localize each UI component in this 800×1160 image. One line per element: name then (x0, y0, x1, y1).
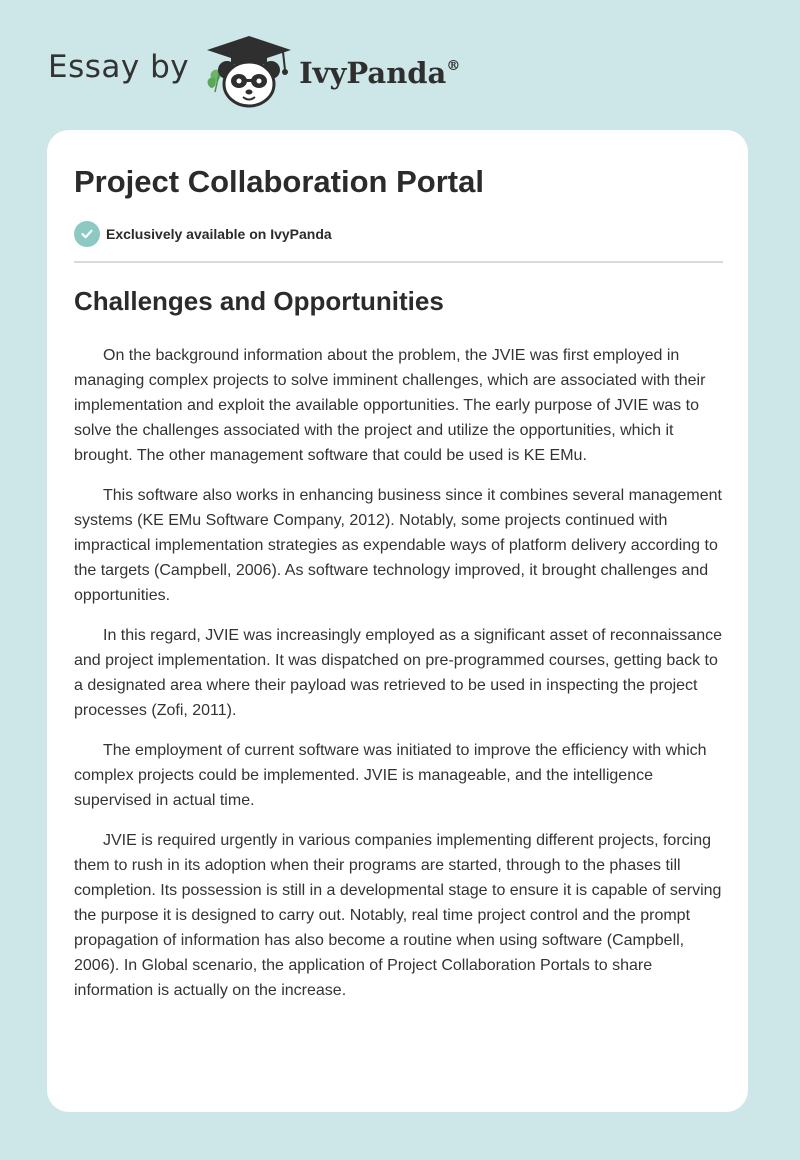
essay-by-label: Essay by (48, 49, 190, 85)
paragraph: JVIE is required urgently in various companies implementing different projects, forcing them to rush in its adoption when their programs are started, through to the phases till completion. Its possession is still in a developmental stage to ensure it is capable of serving the purpose it is designed to carry out. Notably, real time project control and the prompt propagation of information has also become a routine when using software (Campbell, 2006). In Global scenario, the application of Project Collaboration Portals to share information is actually on the increase. (74, 832, 722, 999)
exclusive-badge (74, 221, 332, 247)
check-circle-icon (74, 221, 100, 247)
section-heading: Challenges and Opportunities (74, 286, 444, 316)
panda-graduate-logo-icon[interactable] (203, 30, 295, 110)
site-header (48, 30, 460, 110)
brand-name-text: IvyPanda (299, 56, 447, 90)
article-card (47, 130, 748, 1112)
registered-mark: ® (446, 58, 461, 74)
page-title: Project Collaboration Portal (74, 164, 484, 199)
paragraph: On the background information about the problem, the JVIE was first employed in managing complex projects to solve imminent challenges, which are associated with their implementation and exploit the available opportunities. The early purpose of JVIE was to solve the challenges associated with the project and utilize the opportunities, which it brought. The other management software that could be used is KE EMu. (74, 347, 706, 464)
brand-name[interactable] (299, 56, 460, 90)
article-body (74, 343, 726, 1018)
title-divider (74, 261, 723, 263)
paragraph: In this regard, JVIE was increasingly employed as a significant asset of reconnaissance and project implementation. It was dispatched on pre-programmed courses, getting back to a designated area where their payload was retrieved to be used in inspecting the project processes (Zofi, 2011). (74, 627, 722, 719)
paragraph: The employment of current software was initiated to improve the efficiency with which complex projects could be implemented. JVIE is manageable, and the intelligence supervised in actual time. (74, 742, 707, 809)
paragraph: This software also works in enhancing business since it combines several management systems (KE EMu Software Company, 2012). Notably, some projects continued with impractical implementation strategies as expendable ways of platform delivery according to the targets (Campbell, 2006). As software technology improved, it brought challenges and opportunities. (74, 487, 722, 604)
exclusive-badge-label: Exclusively available on IvyPanda (106, 226, 332, 242)
